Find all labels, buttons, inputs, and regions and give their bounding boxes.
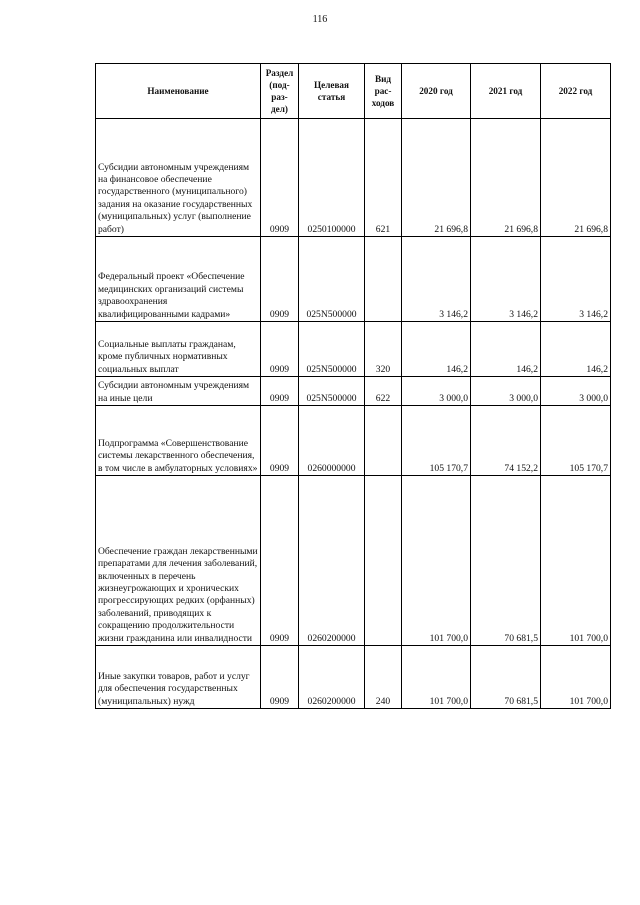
table-row bbox=[96, 119, 611, 237]
row-section: 0909 bbox=[261, 406, 299, 476]
row-section: 0909 bbox=[261, 377, 299, 406]
row-2020: 146,2 bbox=[402, 322, 471, 377]
row-target: 0250100000 bbox=[299, 119, 365, 237]
row-target: 0260000000 bbox=[299, 406, 365, 476]
header-2021: 2021 год bbox=[471, 64, 541, 119]
row-2021: 3 146,2 bbox=[471, 237, 541, 322]
header-target: Целевая статья bbox=[299, 64, 365, 119]
row-target: 025N500000 bbox=[299, 322, 365, 377]
row-section: 0909 bbox=[261, 322, 299, 377]
header-row bbox=[96, 64, 611, 119]
table-row bbox=[96, 237, 611, 322]
row-2022: 3 146,2 bbox=[541, 237, 611, 322]
row-2021: 3 000,0 bbox=[471, 377, 541, 406]
row-2020: 101 700,0 bbox=[402, 476, 471, 646]
header-2022: 2022 год bbox=[541, 64, 611, 119]
table-row bbox=[96, 406, 611, 476]
header-section: Раздел (под-раз-дел) bbox=[261, 64, 299, 119]
row-expense-type: 240 bbox=[365, 646, 402, 709]
row-section: 0909 bbox=[261, 119, 299, 237]
table-row bbox=[96, 377, 611, 406]
row-2020: 101 700,0 bbox=[402, 646, 471, 709]
header-expense-type: Вид рас-ходов bbox=[365, 64, 402, 119]
row-target: 025N500000 bbox=[299, 377, 365, 406]
row-target: 025N500000 bbox=[299, 237, 365, 322]
row-expense-type: 621 bbox=[365, 119, 402, 237]
row-section: 0909 bbox=[261, 646, 299, 709]
row-2021: 70 681,5 bbox=[471, 646, 541, 709]
row-expense-type bbox=[365, 406, 402, 476]
row-2022: 101 700,0 bbox=[541, 646, 611, 709]
row-2020: 3 000,0 bbox=[402, 377, 471, 406]
table-row bbox=[96, 322, 611, 377]
table-row bbox=[96, 646, 611, 709]
row-name: Обеспечение граждан лекарственными препаратами для лечения заболеваний, включенных в перечень жизнеугрожающих и хронических прогрессирующих редких (орфанных) заболеваний, приводящих к сокращению продолжительности жизни гражданина или инвалидности bbox=[96, 476, 261, 646]
row-2022: 146,2 bbox=[541, 322, 611, 377]
row-2020: 21 696,8 bbox=[402, 119, 471, 237]
row-2022: 3 000,0 bbox=[541, 377, 611, 406]
row-expense-type bbox=[365, 237, 402, 322]
row-2021: 74 152,2 bbox=[471, 406, 541, 476]
row-2022: 21 696,8 bbox=[541, 119, 611, 237]
budget-table bbox=[95, 63, 611, 709]
page-number: 116 bbox=[312, 14, 328, 25]
row-name: Субсидии автономным учреждениям на финансовое обеспечение государственного (муниципального) задания на оказание государственных (муниципальных) услуг (выполнение работ) bbox=[96, 119, 261, 237]
row-2021: 146,2 bbox=[471, 322, 541, 377]
header-name: Наименование bbox=[96, 64, 261, 119]
row-section: 0909 bbox=[261, 476, 299, 646]
row-2021: 70 681,5 bbox=[471, 476, 541, 646]
row-name: Федеральный проект «Обеспечение медицинских организаций системы здравоохранения квалифицированными кадрами» bbox=[96, 237, 261, 322]
row-expense-type: 320 bbox=[365, 322, 402, 377]
row-2021: 21 696,8 bbox=[471, 119, 541, 237]
row-name: Социальные выплаты гражданам, кроме публичных нормативных социальных выплат bbox=[96, 322, 261, 377]
row-expense-type: 622 bbox=[365, 377, 402, 406]
row-name: Субсидии автономным учреждениям на иные цели bbox=[96, 377, 261, 406]
row-name: Иные закупки товаров, работ и услуг для обеспечения государственных (муниципальных) нужд bbox=[96, 646, 261, 709]
row-target: 0260200000 bbox=[299, 476, 365, 646]
row-name: Подпрограмма «Совершенствование системы лекарственного обеспечения, в том числе в амбулаторных условиях» bbox=[96, 406, 261, 476]
row-2022: 101 700,0 bbox=[541, 476, 611, 646]
row-target: 0260200000 bbox=[299, 646, 365, 709]
row-2020: 3 146,2 bbox=[402, 237, 471, 322]
row-expense-type bbox=[365, 476, 402, 646]
header-2020: 2020 год bbox=[402, 64, 471, 119]
row-2022: 105 170,7 bbox=[541, 406, 611, 476]
row-section: 0909 bbox=[261, 237, 299, 322]
row-2020: 105 170,7 bbox=[402, 406, 471, 476]
table-row bbox=[96, 476, 611, 646]
